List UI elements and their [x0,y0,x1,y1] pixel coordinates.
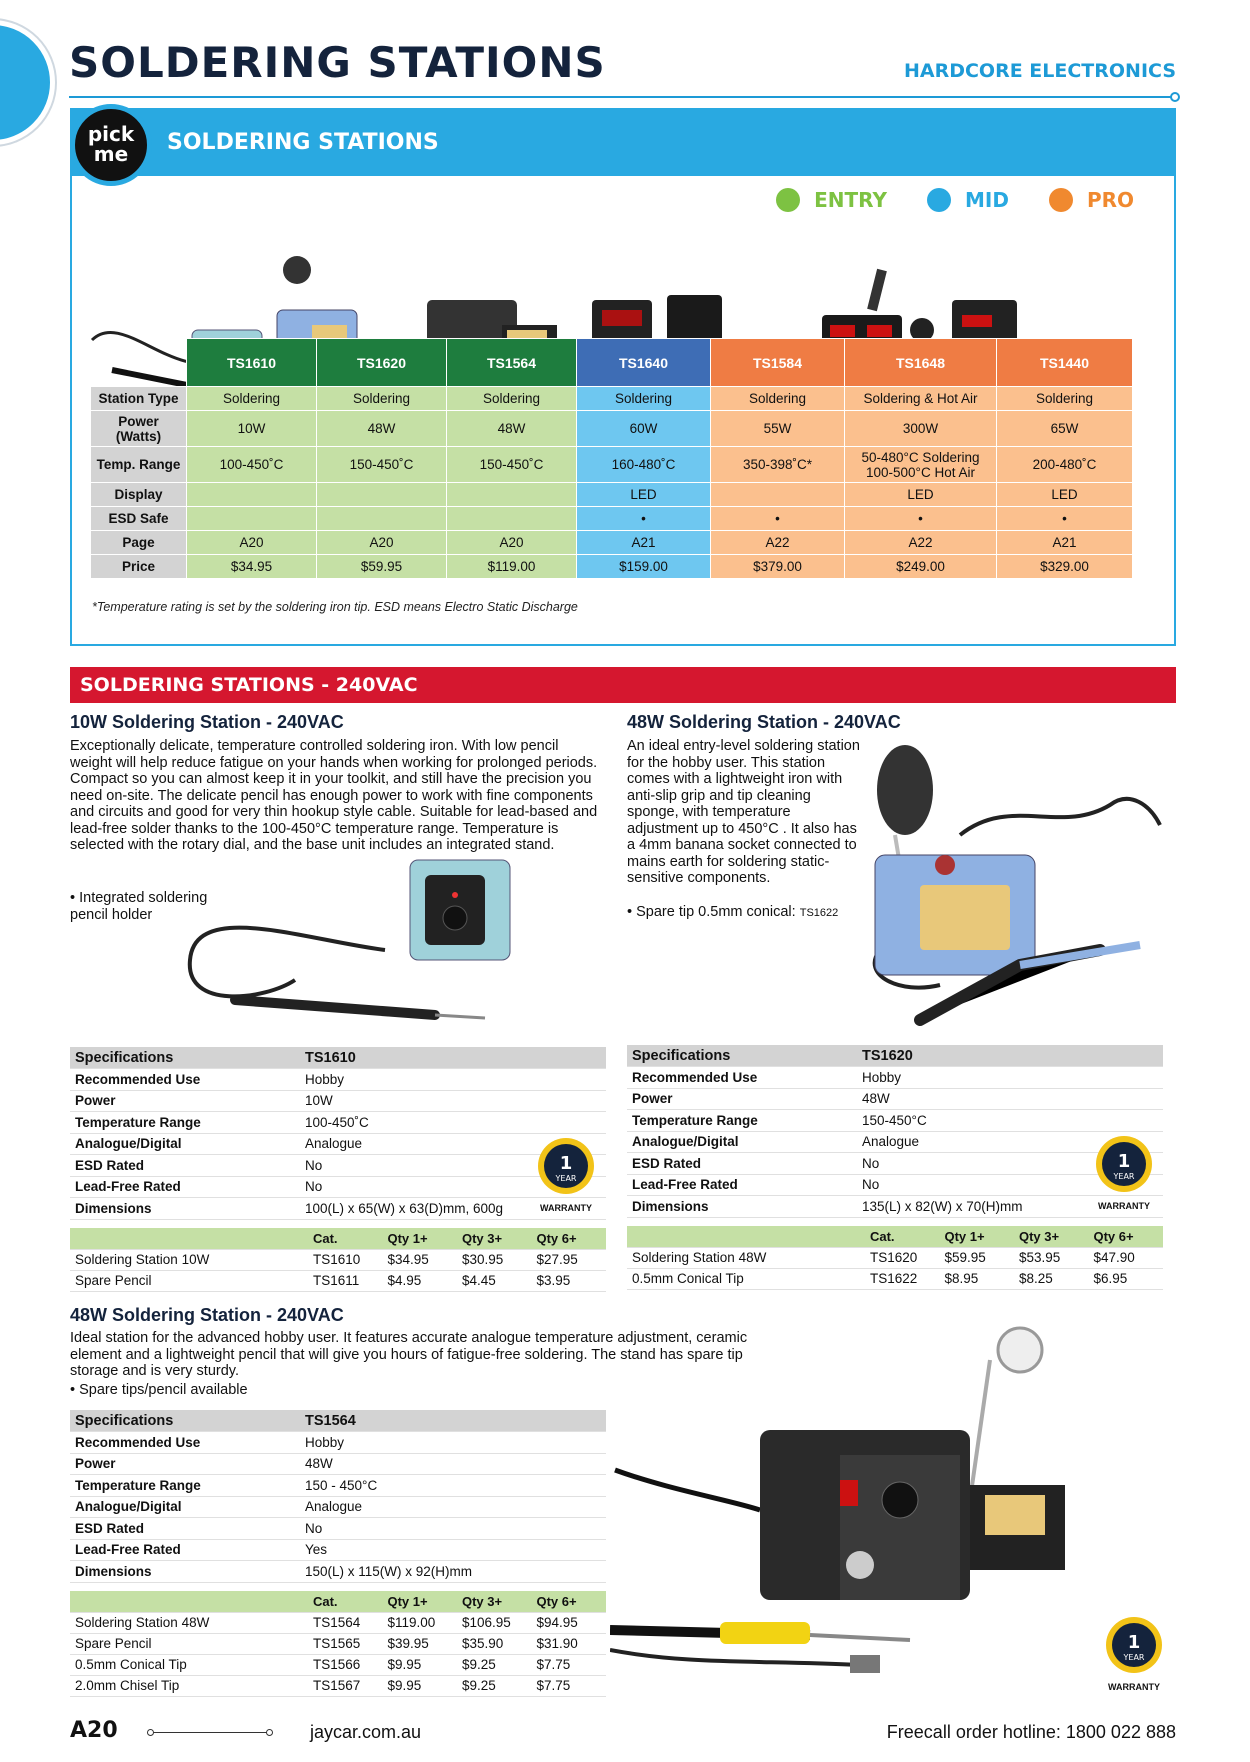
comparison-cell: • [577,507,711,531]
price-header-cell: Qty 1+ [382,1228,457,1249]
legend-mid-dot [927,188,951,212]
model-header: TS1620 [317,339,447,387]
comparison-cell: LED [997,483,1133,507]
model-header: TS1610 [187,339,317,387]
comparison-cell [317,483,447,507]
comparison-cell: A20 [447,531,577,555]
price-header-row [627,1226,1163,1247]
warranty-label: WARRANTY [1098,1201,1150,1211]
warranty-seal-icon [536,1136,596,1196]
warranty-label: WARRANTY [540,1203,592,1213]
spec-row [70,1496,606,1518]
comparison-cell: 100-450˚C [187,447,317,483]
price-header-cell: Qty 6+ [531,1228,606,1249]
ts1564-price-table [70,1591,606,1697]
spec-value: Hobby [857,1067,1163,1089]
price-header-cell: Cat. [308,1591,383,1612]
ts1610-spec-table [70,1047,606,1220]
comparison-title: SOLDERING STATIONS [167,130,439,155]
spec-header-cell: TS1564 [300,1410,606,1432]
comparison-cell: $379.00 [711,555,845,579]
price-header-row [70,1591,606,1612]
spec-value: 48W [300,1453,606,1475]
price-cell: $9.25 [457,1675,532,1696]
spec-row [627,1196,1163,1218]
comparison-cell: $329.00 [997,555,1133,579]
spec-key: Lead-Free Rated [627,1174,857,1196]
spec-key: ESD Rated [70,1518,300,1540]
corner-disc [0,20,55,145]
spec-key: Power [627,1088,857,1110]
price-cell: 2.0mm Chisel Tip [70,1675,308,1696]
spec-row [627,1067,1163,1089]
price-row [70,1270,606,1291]
price-cell: $119.00 [382,1612,457,1633]
comparison-cell [187,483,317,507]
spec-row [70,1155,606,1177]
spec-header-cell: Specifications [70,1047,300,1069]
price-cell: $27.95 [531,1249,606,1270]
spec-row [70,1198,606,1220]
row-label: Price [91,555,187,579]
price-cell: TS1567 [308,1675,383,1696]
price-header-cell [70,1228,308,1249]
price-cell: $9.25 [457,1654,532,1675]
row-label: Temp. Range [91,447,187,483]
comparison-cell: $119.00 [447,555,577,579]
price-cell: $35.90 [457,1633,532,1654]
spec-value: 10W [300,1090,606,1112]
comparison-row [91,387,1133,411]
model-header: TS1564 [447,339,577,387]
spec-key: Dimensions [70,1198,300,1220]
spec-key: ESD Rated [627,1153,857,1175]
warranty-badge [530,1136,602,1213]
spec-row [70,1112,606,1134]
spec-header-row [70,1047,606,1069]
price-header-cell: Qty 6+ [1088,1226,1163,1247]
price-header-cell: Qty 3+ [1014,1226,1089,1247]
comparison-cell [711,483,845,507]
comparison-row [91,483,1133,507]
model-header: TS1640 [577,339,711,387]
price-cell: $9.95 [382,1654,457,1675]
spec-value: Analogue [857,1131,1163,1153]
bullet-text: • Spare tip 0.5mm conical: [627,904,796,920]
spec-key: Recommended Use [70,1432,300,1454]
comparison-cell: 48W [317,411,447,447]
product-description: Ideal station for the advanced hobby user. It features accurate analogue temperature adjustment, ceramic element and a lightweight pencil that will give you hours of fatigue-free soldering. The stand has spare tip storage and is very sturdy. [70,1330,748,1379]
comparison-cell: LED [577,483,711,507]
comparison-row [91,507,1133,531]
spec-value: Yes [300,1539,606,1561]
price-header-cell: Qty 3+ [457,1228,532,1249]
comparison-cell [447,507,577,531]
footer-rule [150,1732,270,1733]
price-cell: 0.5mm Conical Tip [70,1654,308,1675]
legend-entry-dot [776,188,800,212]
spec-row [70,1090,606,1112]
svg-text:YEAR: YEAR [555,1174,577,1183]
price-cell: $7.75 [531,1675,606,1696]
comparison-panel [70,108,1176,646]
spec-key: Lead-Free Rated [70,1176,300,1198]
spec-key: Power [70,1453,300,1475]
legend-pro-dot [1049,188,1073,212]
page-title: SOLDERING STATIONS [69,38,606,87]
row-label: Page [91,531,187,555]
spec-value: No [300,1176,606,1198]
price-cell: TS1610 [308,1249,383,1270]
comparison-cell: A21 [577,531,711,555]
spec-value: 100-450˚C [300,1112,606,1134]
comparison-row [91,555,1133,579]
legend-entry-label: ENTRY [814,188,887,212]
price-cell: $30.95 [457,1249,532,1270]
product-bullet: • Spare tips/pencil available [70,1382,248,1398]
section-bar [70,667,1176,703]
ts1564-spec-table [70,1410,606,1583]
legend-mid [927,188,1009,212]
spec-row [627,1088,1163,1110]
comparison-cell: Soldering [317,387,447,411]
spec-row [70,1069,606,1091]
comparison-row [91,447,1133,483]
price-row [70,1675,606,1696]
comparison-cell [187,507,317,531]
legend-mid-label: MID [964,188,1009,212]
spec-header-row [70,1410,606,1432]
spec-key: Temperature Range [70,1112,300,1134]
comparison-cell: Soldering [997,387,1133,411]
row-label: Display [91,483,187,507]
spec-value: 135(L) x 82(W) x 70(H)mm [857,1196,1163,1218]
spec-header-cell: TS1610 [300,1047,606,1069]
spec-value: Hobby [300,1432,606,1454]
spec-key: Lead-Free Rated [70,1539,300,1561]
comparison-cell: 55W [711,411,845,447]
price-cell: $34.95 [382,1249,457,1270]
warranty-badge [1088,1134,1160,1211]
price-cell: $31.90 [531,1633,606,1654]
price-cell: $9.95 [382,1675,457,1696]
spec-value: 150 - 450°C [300,1475,606,1497]
spec-key: Analogue/Digital [70,1133,300,1155]
comparison-cell: 300W [845,411,997,447]
comparison-cell: Soldering [447,387,577,411]
ts1564-product-image [610,1300,1110,1680]
price-row [70,1654,606,1675]
spec-key: Analogue/Digital [627,1131,857,1153]
comparison-cell: 150-450˚C [447,447,577,483]
price-cell: $106.95 [457,1612,532,1633]
comparison-cell: • [845,507,997,531]
price-cell: $53.95 [1014,1247,1089,1268]
price-cell: $59.95 [939,1247,1014,1268]
comparison-header [72,110,1174,176]
comparison-cell: LED [845,483,997,507]
brand-label: HARDCORE ELECTRONICS [903,60,1176,82]
ts1610-price-table [70,1228,606,1292]
legend-pro-label: PRO [1086,188,1134,212]
comparison-cell: 150-450˚C [317,447,447,483]
warranty-seal-icon [1104,1615,1164,1675]
row-label: Station Type [91,387,187,411]
spec-key: Dimensions [70,1561,300,1583]
model-header: TS1440 [997,339,1133,387]
warranty-seal-icon [1094,1134,1154,1194]
price-cell: Soldering Station 48W [70,1612,308,1633]
comparison-cell: 160-480˚C [577,447,711,483]
comparison-cell: 50-480°C Soldering 100-500°C Hot Air [845,447,997,483]
price-header-cell: Qty 6+ [531,1591,606,1612]
pick-me-text: pick [87,122,135,146]
ts1610-product-image [185,820,525,1030]
product-title: 48W Soldering Station - 240VAC [627,712,901,732]
price-cell: $8.25 [1014,1268,1089,1289]
spec-header-cell: Specifications [70,1410,300,1432]
spec-value: No [300,1155,606,1177]
spec-value: Hobby [300,1069,606,1091]
comparison-cell: A22 [711,531,845,555]
comparison-cell: A20 [317,531,447,555]
spec-row [70,1432,606,1454]
model-header: TS1584 [711,339,845,387]
pick-me-badge [70,104,152,186]
comparison-cell: Soldering [187,387,317,411]
svg-text:YEAR: YEAR [1113,1172,1135,1181]
spec-row [70,1518,606,1540]
price-cell: TS1564 [308,1612,383,1633]
spec-key: Dimensions [627,1196,857,1218]
spec-value: 150-450°C [857,1110,1163,1132]
legend-pro [1049,188,1134,212]
spec-header-cell: Specifications [627,1045,857,1067]
product-description: Exceptionally delicate, temperature controlled soldering iron. With low pencil weight will help reduce fatigue on your hands when working for prolonged periods. Compact so you can almost keep it in your toolkit, and still have the precision you need on-site. The delicate pencil has enough power to work with fine components and circuits and good for very thin hookup style cable. Suitable for lead-based and lead-free solder thanks to the 100-450°C temperature range. Temperature is selected with the rotary dial, and the base unit includes an integrated stand. [70,738,598,853]
price-cell: $6.95 [1088,1268,1163,1289]
price-cell: $7.75 [531,1654,606,1675]
price-cell: Spare Pencil [70,1633,308,1654]
bullet-code: TS1622 [799,907,839,919]
price-row [627,1268,1163,1289]
tier-legend [776,188,1134,212]
svg-text:YEAR: YEAR [1123,1653,1145,1662]
warranty-badge [1098,1615,1170,1692]
spec-row [70,1133,606,1155]
spec-row [627,1174,1163,1196]
comparison-cell: 48W [447,411,577,447]
product-bullet: • Integrated soldering pencil holder [70,890,208,923]
spec-value: No [857,1153,1163,1175]
row-label: ESD Safe [91,507,187,531]
comparison-cell: A21 [997,531,1133,555]
spec-row [70,1475,606,1497]
spec-key: ESD Rated [70,1155,300,1177]
spec-row [70,1453,606,1475]
price-cell: Soldering Station 10W [70,1249,308,1270]
price-cell: 0.5mm Conical Tip [627,1268,865,1289]
price-cell: TS1620 [865,1247,940,1268]
comparison-cell: $59.95 [317,555,447,579]
comparison-cell: Soldering & Hot Air [845,387,997,411]
comparison-cell: 60W [577,411,711,447]
ts1620-price-table [627,1226,1163,1290]
price-cell: $4.95 [382,1270,457,1291]
comparison-cell: 65W [997,411,1133,447]
website-link[interactable]: jaycar.com.au [310,1722,422,1742]
warranty-label: WARRANTY [1108,1682,1160,1692]
spec-row [627,1131,1163,1153]
page-number: A20 [70,1718,118,1743]
price-row [70,1633,606,1654]
price-header-cell [70,1591,308,1612]
svg-text:1: 1 [559,1153,573,1174]
spec-key: Power [70,1090,300,1112]
spec-row [70,1561,606,1583]
comparison-cell: • [997,507,1133,531]
price-row [70,1612,606,1633]
price-cell: $8.95 [939,1268,1014,1289]
spec-row [627,1110,1163,1132]
ts1620-product-image [860,735,1180,1035]
price-cell: TS1622 [865,1268,940,1289]
spec-value: 150(L) x 115(W) x 92(H)mm [300,1561,606,1583]
spec-key: Temperature Range [627,1110,857,1132]
spec-value: 100(L) x 65(W) x 63(D)mm, 600g [300,1198,606,1220]
row-label: Power (Watts) [91,411,187,447]
comparison-cell: A22 [845,531,997,555]
spec-header-row [627,1045,1163,1067]
comparison-cell: $159.00 [577,555,711,579]
product-title: 48W Soldering Station - 240VAC [70,1305,344,1325]
svg-text:1: 1 [1127,1632,1141,1653]
price-row [70,1249,606,1270]
spec-key: Temperature Range [70,1475,300,1497]
product-description: An ideal entry-level soldering station for the hobby user. This station comes with a lightweight iron with anti-slip grip and tip cleaning sponge, with temperature adjustment up to 450°C . It also has a 4mm banana socket connected to mains earth for soldering static-sensitive components. [627,738,860,886]
price-cell: $39.95 [382,1633,457,1654]
price-header-cell [627,1226,865,1247]
spec-key: Recommended Use [627,1067,857,1089]
comparison-cell: $34.95 [187,555,317,579]
comparison-table [90,338,1133,579]
price-header-cell: Qty 1+ [939,1226,1014,1247]
price-cell: $94.95 [531,1612,606,1633]
price-cell: $4.45 [457,1270,532,1291]
price-cell: TS1566 [308,1654,383,1675]
product-bullet [627,904,867,922]
comparison-cell: Soldering [711,387,845,411]
spec-value: 48W [857,1088,1163,1110]
comparison-cell: Soldering [577,387,711,411]
comparison-footnote: *Temperature rating is set by the soldering iron tip. ESD means Electro Static Discharge [92,600,578,614]
comparison-cell: $249.00 [845,555,997,579]
price-cell: TS1611 [308,1270,383,1291]
comparison-cell: 10W [187,411,317,447]
comparison-cell: 200-480˚C [997,447,1133,483]
comparison-cell: A20 [187,531,317,555]
price-cell: $47.90 [1088,1247,1163,1268]
comparison-cell: • [711,507,845,531]
price-cell: Soldering Station 48W [627,1247,865,1268]
comparison-cell [317,507,447,531]
comparison-cell: 350-398˚C* [711,447,845,483]
spec-key: Analogue/Digital [70,1496,300,1518]
comparison-row [91,531,1133,555]
pick-me-text-2: me [93,142,129,166]
price-header-cell: Qty 3+ [457,1591,532,1612]
price-cell: Spare Pencil [70,1270,308,1291]
svg-text:1: 1 [1117,1151,1131,1172]
ts1620-spec-table [627,1045,1163,1218]
spec-value: Analogue [300,1133,606,1155]
price-header-cell: Cat. [308,1228,383,1249]
spec-row [70,1539,606,1561]
spec-row [627,1153,1163,1175]
model-header: TS1648 [845,339,997,387]
product-title: 10W Soldering Station - 240VAC [70,712,344,732]
comparison-cell [447,483,577,507]
hotline-text: Freecall order hotline: 1800 022 888 [886,1722,1176,1742]
price-header-row [70,1228,606,1249]
price-header-cell: Qty 1+ [382,1591,457,1612]
legend-entry [776,188,887,212]
comparison-row [91,411,1133,447]
spec-row [70,1176,606,1198]
spec-key: Recommended Use [70,1069,300,1091]
price-cell: $3.95 [531,1270,606,1291]
header-rule [69,96,1176,98]
spec-value: Analogue [300,1496,606,1518]
spec-value: No [857,1174,1163,1196]
section-title: SOLDERING STATIONS - 240VAC [80,674,418,696]
spec-header-cell: TS1620 [857,1045,1163,1067]
price-cell: TS1565 [308,1633,383,1654]
spec-value: No [300,1518,606,1540]
price-header-cell: Cat. [865,1226,940,1247]
price-row [627,1247,1163,1268]
